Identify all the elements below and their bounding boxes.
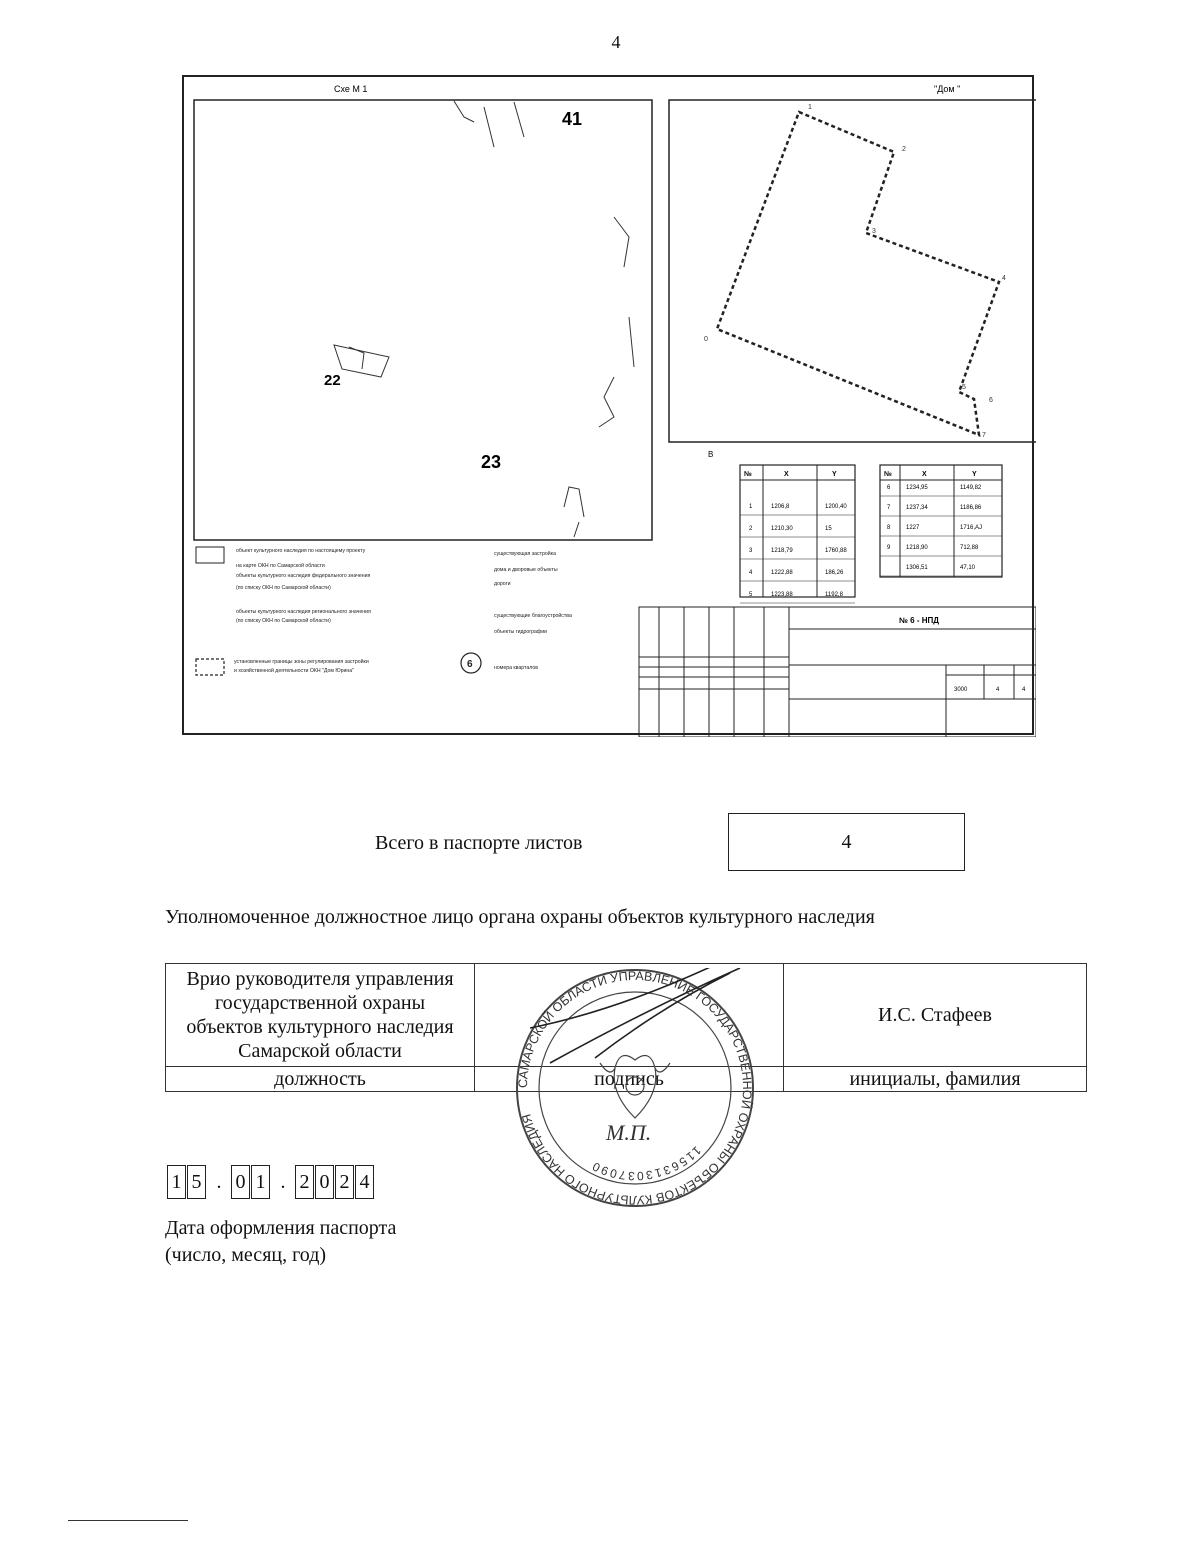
svg-text:САМАРСКОЙ ОБЛАСТИ УПРАВЛЕНИЕ Г: САМАРСКОЙ ОБЛАСТИ УПРАВЛЕНИЕ ГОСУДАРСТВЕННОЙ ОХРАНЫ ОБЪЕКТОВ КУЛЬТУРНОГО НАСЛЕДИЯ <box>515 968 755 1208</box>
title-block-sheet: 4 <box>996 687 1000 693</box>
date-caption: Дата оформления паспорта (число, месяц, год) <box>165 1217 397 1266</box>
coordinate-cell: 1227 <box>906 525 920 531</box>
coordinate-cell: 1218,79 <box>771 548 793 554</box>
caption-signature: подпись <box>475 1067 784 1092</box>
svg-text:Y: Y <box>972 471 977 478</box>
right-map-title: "Дом " <box>934 84 961 94</box>
legend-entry: объекты гидрографии <box>494 629 547 635</box>
svg-text:7: 7 <box>982 432 986 439</box>
coordinate-cell: 1 <box>749 504 753 510</box>
date-digit: 2 <box>335 1165 354 1199</box>
legend-entry: существующие благоустройства <box>494 613 572 619</box>
date-separator: . <box>216 1170 222 1193</box>
coordinate-cell: 1192,8 <box>825 592 843 598</box>
coordinate-cell: 1210,30 <box>771 526 793 532</box>
coordinate-cell: 186,26 <box>825 570 844 576</box>
coordinates-table-left <box>740 465 855 603</box>
legend-entry: установленные границы зоны регулирования застройки <box>234 659 369 665</box>
site-plan-drawing <box>182 75 1034 735</box>
legend-entry: дома и дворовые объекты <box>494 567 558 573</box>
block-23-label: 23 <box>481 452 502 472</box>
official-name: И.С. Стафеев <box>784 964 1087 1067</box>
coordinate-cell: 712,88 <box>960 545 979 551</box>
coordinate-cell: 9 <box>887 545 891 551</box>
sheets-count-value: 4 <box>728 813 965 871</box>
date-digit: 0 <box>315 1165 334 1199</box>
coordinate-cell: 15 <box>825 526 832 532</box>
svg-text:0: 0 <box>704 336 708 343</box>
coordinate-cell: 1223,88 <box>771 592 793 598</box>
coordinate-cell: 1218,90 <box>906 545 928 551</box>
official-seal <box>510 968 760 1208</box>
date-digit: 5 <box>187 1165 206 1199</box>
svg-text:6: 6 <box>989 397 993 404</box>
coordinate-cell: 1306,51 <box>906 565 928 571</box>
date-digit: 4 <box>355 1165 374 1199</box>
date-digit: 0 <box>231 1165 250 1199</box>
date-digit: 2 <box>295 1165 314 1199</box>
coordinate-cell: 2 <box>749 526 753 532</box>
legend-entry: объекты культурного наследия федерального значения <box>236 573 371 579</box>
right-map-caption: В <box>708 450 714 459</box>
legend-entry: существующая застройка <box>494 551 556 557</box>
coordinate-cell: 1222,88 <box>771 570 793 576</box>
right-map-frame <box>669 100 1036 442</box>
left-map-title: Схе М 1 <box>334 84 368 94</box>
block-22-label: 22 <box>324 372 341 389</box>
coordinate-cell: 47,10 <box>960 565 976 571</box>
date-separator: . <box>280 1170 286 1193</box>
svg-text:№: № <box>884 471 892 478</box>
coordinate-cell: 6 <box>887 485 891 491</box>
official-heading: Уполномоченное должностное лицо органа охраны объектов культурного наследия <box>165 906 875 928</box>
title-block <box>639 607 1036 737</box>
svg-text:1156313037090: 1156313037090 <box>588 1143 704 1184</box>
svg-text:Y: Y <box>832 471 837 478</box>
drawing-legend <box>196 547 572 675</box>
legend-entry: на карте ОКН по Самарской области <box>236 563 325 569</box>
caption-name: инициалы, фамилия <box>784 1067 1087 1092</box>
position-cell: Врио руководителя управления государственной охраны объектов культурного наследия Самарской области <box>166 964 475 1067</box>
seal-mark: М.П. <box>606 1120 652 1145</box>
legend-entry: и хозяйственной деятельности ОКН "Дом Юрина" <box>234 668 354 674</box>
svg-text:X: X <box>922 471 927 478</box>
legend-entry: (по списку ОКН по Самарской области) <box>236 618 331 624</box>
coordinate-cell: 1200,40 <box>825 504 847 510</box>
legend-entry: (по списку ОКН по Самарской области) <box>236 585 331 591</box>
coordinate-cell: 1237,34 <box>906 505 928 511</box>
svg-text:1: 1 <box>808 104 812 111</box>
sheets-count-label: Всего в паспорте листов <box>375 832 583 854</box>
coordinate-cell: 1716,AJ <box>960 525 983 531</box>
title-block-sheets: 4 <box>1022 687 1026 693</box>
date-digit: 1 <box>167 1165 186 1199</box>
coordinate-cell: 3 <box>749 548 753 554</box>
block-41-label: 41 <box>562 109 583 129</box>
coordinate-cell: 1234,95 <box>906 485 928 491</box>
page-number: 4 <box>611 32 621 52</box>
svg-text:4: 4 <box>1002 275 1006 282</box>
coordinate-cell: 5 <box>749 592 753 598</box>
legend-entry: объект культурного наследия по настоящему проекту <box>236 548 366 554</box>
zone-circle-label: 6 <box>467 659 473 670</box>
protection-zone-contour <box>717 112 999 435</box>
coordinate-cell: 1186,86 <box>960 505 982 511</box>
coordinate-cell: 1760,88 <box>825 548 847 554</box>
coordinate-cell: 4 <box>749 570 753 576</box>
svg-text:5: 5 <box>962 384 966 391</box>
coordinate-cell: 1206,8 <box>771 504 790 510</box>
caption-position: должность <box>166 1067 475 1092</box>
coordinate-cell: 8 <box>887 525 891 531</box>
legend-entry: дороги <box>494 581 511 587</box>
svg-text:2: 2 <box>902 146 906 153</box>
svg-text:X: X <box>784 471 789 478</box>
left-map-frame <box>194 100 652 540</box>
svg-text:№: № <box>744 471 752 478</box>
coordinate-cell: 1149,82 <box>960 485 982 491</box>
title-block-code: № 6 - НПД <box>899 616 939 625</box>
seal-eagle-emblem <box>600 1056 670 1119</box>
legend-entry: объекты культурного наследия регионального значения <box>236 609 371 615</box>
coordinates-table-right <box>880 465 1002 577</box>
footnote-rule <box>68 1520 188 1521</box>
svg-text:3: 3 <box>872 228 876 235</box>
issue-date <box>167 1165 375 1199</box>
date-digit: 1 <box>251 1165 270 1199</box>
coordinate-cell: 7 <box>887 505 891 511</box>
legend-entry: номера кварталов <box>494 665 538 671</box>
title-block-scale: 3000 <box>954 687 968 693</box>
